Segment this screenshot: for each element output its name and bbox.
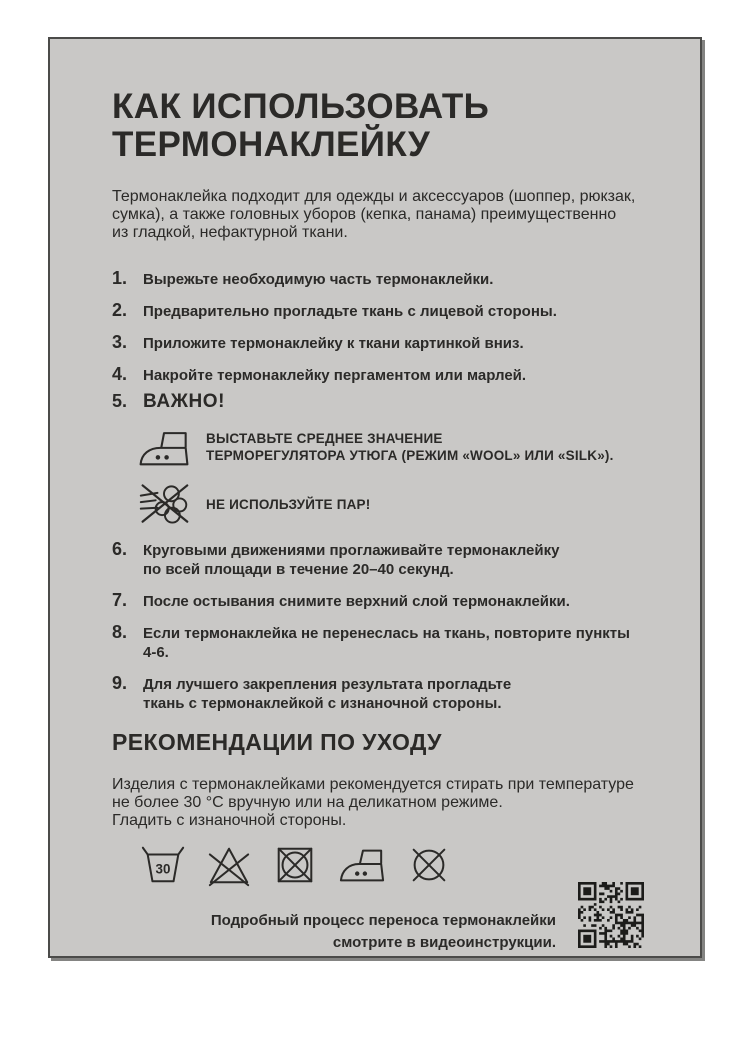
steps-list-bottom	[112, 539, 644, 713]
step-text: Вырежьте необходимую часть термонаклейки.	[143, 271, 494, 288]
step-item-7	[112, 590, 644, 611]
steps-list-top	[112, 268, 644, 413]
no-steam-icon	[138, 479, 190, 529]
step-text: Предварительно прогладьте ткань с лицевой стороны.	[143, 303, 557, 320]
iron-note-text: ВЫСТАВЬТЕ СРЕДНЕЕ ЗНАЧЕНИЕ ТЕРМОРЕГУЛЯТОРА УТЮГА (РЕЖИМ «WOOL» ИЛИ «SILK»).	[206, 431, 614, 463]
step-item-9	[112, 673, 644, 713]
important-notes	[138, 425, 644, 529]
page-title	[112, 88, 644, 164]
step-number: 1.	[112, 268, 128, 288]
step-number: 7.	[112, 590, 128, 610]
qr-finder-top-left	[578, 882, 596, 900]
step-item-6	[112, 539, 644, 579]
step-text: Если термонаклейка не перенеслась на ткань, повторите пункты 4-6.	[143, 625, 630, 661]
step-item-8	[112, 622, 644, 662]
step-text: Приложите термонаклейку к ткани картинкой вниз.	[143, 335, 524, 352]
step-item-2	[112, 300, 644, 321]
steam-note-text: НЕ ИСПОЛЬЗУЙТЕ ПАР!	[206, 496, 371, 512]
step-number: 6.	[112, 539, 128, 559]
qr-finder-bottom-left	[578, 930, 596, 948]
title-line-1: КАК ИСПОЛЬЗОВАТЬ	[112, 87, 490, 126]
step-text: Круговыми движениями проглаживайте термонаклейку по всей площади в течение 20–40 секунд.	[143, 542, 560, 578]
svg-text:30: 30	[155, 861, 171, 877]
title-line-2: ТЕРМОНАКЛЕЙКУ	[112, 125, 431, 164]
qr-code	[578, 882, 644, 948]
step-number: 8.	[112, 622, 128, 642]
footer	[112, 880, 644, 958]
step-item-4	[112, 364, 644, 385]
step-number: 2.	[112, 300, 128, 320]
iron-medium-icon	[138, 425, 190, 469]
important-note-iron	[138, 425, 644, 469]
step-text: ВАЖНО!	[143, 391, 226, 412]
footer-note: Подробный процесс переноса термонаклейки смотрите в видеоинструкции.	[210, 912, 556, 951]
step-text: Для лучшего закрепления результата прогладьте ткань с термонаклейкой с изнаночной стороны.	[143, 676, 512, 712]
step-number: 5.	[112, 391, 128, 411]
qr-finder-top-right	[626, 882, 644, 900]
step-number: 4.	[112, 364, 128, 384]
step-item-3	[112, 332, 644, 353]
step-number: 9.	[112, 673, 128, 693]
instruction-card: КАК ИСПОЛЬЗОВАТЬ ТЕРМОНАКЛЕЙКУ Термонаклейка подходит для одежды и аксессуаров (шоппер, рюкзак, сумка), а также головных уборов (кепка, панама) преимущественно из гладкой, нефактурной ткани. 1. Вырежьте необходимую часть термонаклейки. 2. Предварительно прогладьте ткань с лицевой стороны. 3. Приложите термонаклейку к ткани картинкой вниз. 4. Накройте термонаклейку пергаментом или марлей. 5. ВАЖНО! ВЫСТАВЬТЕ СРЕДНЕЕ ЗНАЧЕНИЕ ТЕРМОРЕГУЛЯТОРА УТЮГА (РЕЖИМ «WOOL» ИЛИ «SILK»). НЕ ИСПОЛЬЗУЙТЕ ПАР! 6. Круговыми движениями проглаживайте термонаклейку по всей площади в течение 20–40 секунд. 7. После остывания снимите верхний слой термонаклейки. 8. Если термонаклейка не перенеслась на ткань, повторите пункты 4-6. 9. Для лучшего закрепления результата прогладьте ткань с термонаклейкой с изнаночной стороны. РЕКОМЕНДАЦИИ ПО УХОДУ Изделия с термонаклейками рекомендуется стирать при температуре не более 30 °C вручную или на деликатном режиме. Гладить с изнаночной стороны. 30 Подробный процесс переноса термонаклейки смотрите в видеоинструкции.	[48, 37, 702, 958]
step-number: 3.	[112, 332, 128, 352]
important-note-steam	[138, 479, 644, 529]
step-item-1	[112, 268, 644, 289]
step-text: Накройте термонаклейку пергаментом или марлей.	[143, 367, 527, 384]
care-heading: РЕКОМЕНДАЦИИ ПО УХОДУ	[112, 729, 442, 755]
step-text: После остывания снимите верхний слой термонаклейки.	[143, 593, 570, 610]
step-item-5-important	[112, 391, 644, 413]
